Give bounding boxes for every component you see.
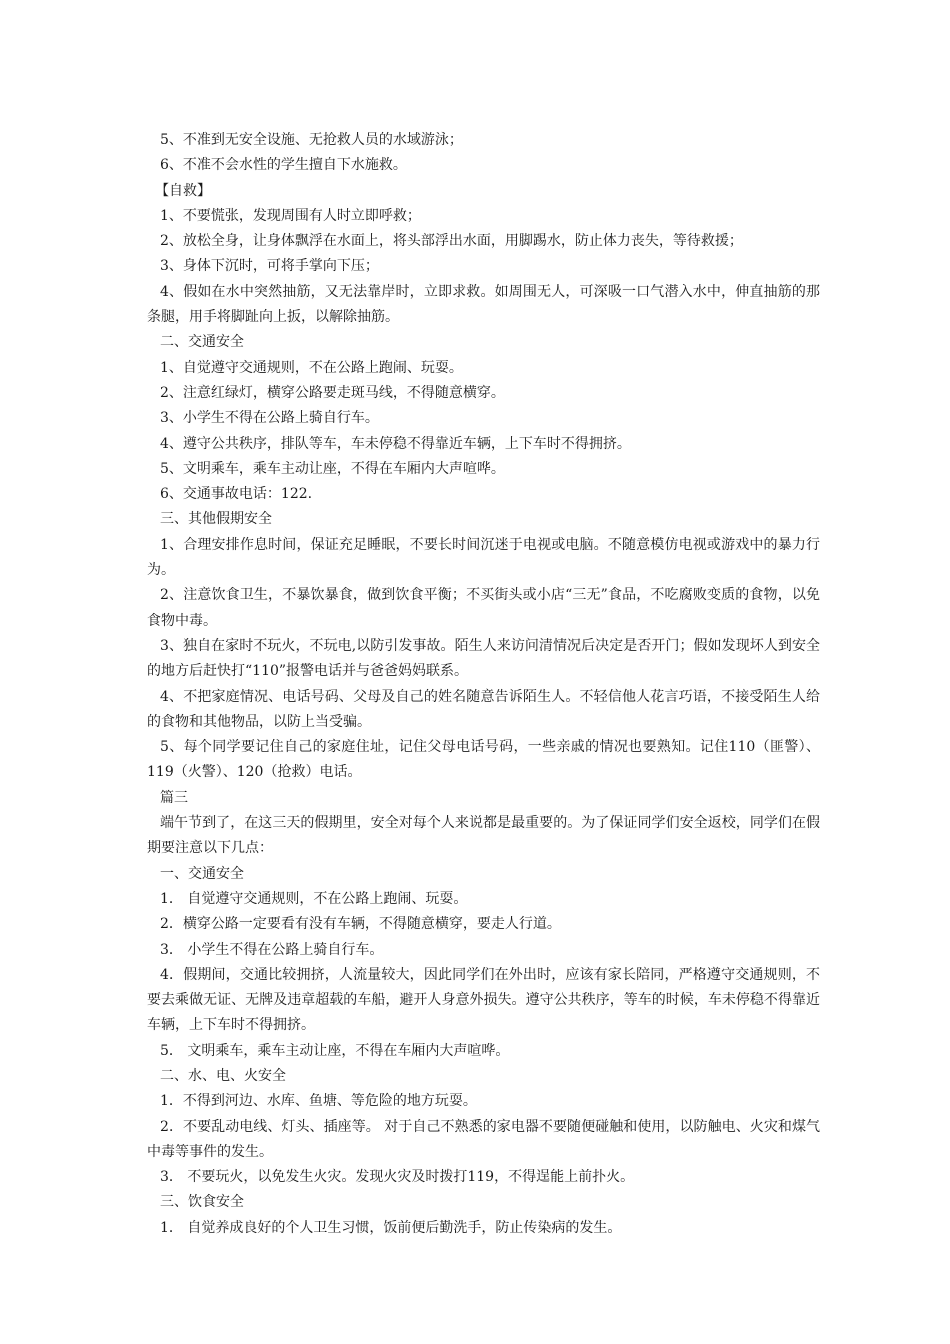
text-line: 2、放松全身，让身体飘浮在水面上，将头部浮出水面，用脚踢水，防止体力丧失，等待救援；	[160, 233, 743, 250]
text-paragraph: 1、合理安排作息时间，保证充足睡眠，不要长时间沉迷于电视或电脑。不随意模仿电视或游戏中的暴力行为。	[147, 536, 820, 579]
text-line: 2、注意红绿灯，横穿公路要走斑马线，不得随意横穿。	[160, 384, 505, 401]
text-line: 1、自觉遵守交通规则，不在公路上跑闹、玩耍。	[160, 359, 463, 376]
text-paragraph: 4、假如在水中突然抽筋，又无法靠岸时，立即求救。如周围无人，可深吸一口气潜入水中，伸直抽筋的那条腿，用手将脚趾向上扳，以解除抽筋。	[147, 283, 820, 326]
text-paragraph: 2、注意饮食卫生，不暴饮暴食，做到饮食平衡；不买街头或小店“三无”食品，不吃腐败变质的食物，以免食物中毒。	[147, 587, 820, 629]
text-line: 1． 自觉遵守交通规则，不在公路上跑闹、玩耍。	[160, 890, 468, 907]
text-paragraph: 端午节到了，在这三天的假期里，安全对每个人来说都是最重要的。为了保证同学们安全返校，同学们在假期要注意以下几点：	[147, 815, 820, 857]
text-line: 5、文明乘车，乘车主动让座，不得在车厢内大声喧哗。	[160, 460, 505, 477]
text-line: 1． 自觉养成良好的个人卫生习惯，饭前便后勤洗手，防止传染病的发生。	[160, 1219, 622, 1236]
text-line: 3． 小学生不得在公路上骑自行车。	[160, 941, 384, 958]
text-paragraph: 4、不把家庭情况、电话号码、父母及自己的姓名随意告诉陌生人。不轻信他人花言巧语，不接受陌生人给的食物和其他物品，以防上当受骗。	[147, 688, 820, 730]
text-line: 4、遵守公共秩序，排队等车，车未停稳不得靠近车辆，上下车时不得拥挤。	[160, 435, 631, 452]
text-line: 3、身体下沉时，可将手掌向下压；	[160, 258, 379, 275]
text-paragraph: 3、独自在家时不玩火，不玩电,以防引发事故。陌生人来访问清情况后决定是否开门；假如发现坏人到安全的地方后赶快打“110”报警电话并与爸爸妈妈联系。	[147, 637, 820, 680]
text-line: 6、交通事故电话：122.	[160, 486, 313, 503]
section-heading: 三、其他假期安全	[160, 511, 272, 528]
text-line: 5． 文明乘车，乘车主动让座，不得在车厢内大声喧哗。	[160, 1042, 510, 1059]
text-line: 1、不要慌张，发现周围有人时立即呼救；	[160, 207, 421, 224]
text-line: 3、小学生不得在公路上骑自行车。	[160, 410, 379, 427]
section-heading: 【自救】	[155, 182, 211, 199]
section-heading: 篇三	[160, 789, 188, 806]
section-heading: 二、交通安全	[160, 334, 244, 351]
text-line: 1．不得到河边、水库、鱼塘、等危险的地方玩耍。	[160, 1093, 477, 1110]
document-body	[147, 128, 820, 1241]
section-heading: 二、水、电、火安全	[160, 1067, 286, 1084]
text-line: 6、不准不会水性的学生擅自下水施救。	[160, 157, 407, 174]
text-line: 5、不准到无安全设施、无抢救人员的水域游泳；	[160, 132, 463, 148]
text-line: 3． 不要玩火，以免发生火灾。发现火灾及时拨打119，不得逞能上前扑火。	[160, 1169, 635, 1186]
section-heading: 三、饮食安全	[160, 1194, 244, 1211]
text-line: 2．横穿公路一定要看有没有车辆，不得随意横穿，要走人行道。	[160, 916, 561, 933]
text-paragraph: 2．不要乱动电线、灯头、插座等。 对于自己不熟悉的家电器不要随便碰触和使用，以防触电、火灾和煤气中毒等事件的发生。	[147, 1118, 820, 1160]
section-heading: 一、交通安全	[160, 865, 244, 882]
text-paragraph: 5、每个同学要记住自己的家庭住址，记住父母电话号码，一些亲戚的情况也要熟知。记住110（匪警）、119（火警）、120（抢救）电话。	[147, 739, 820, 781]
text-paragraph: 4．假期间，交通比较拥挤，人流量较大，因此同学们在外出时，应该有家长陪同，严格遵守交通规则，不要去乘做无证、无牌及违章超载的车船，避开人身意外损失。遵守公共秩序，等车的时候，车未停稳不得靠近车辆，上下车时不得拥挤。	[147, 966, 820, 1034]
